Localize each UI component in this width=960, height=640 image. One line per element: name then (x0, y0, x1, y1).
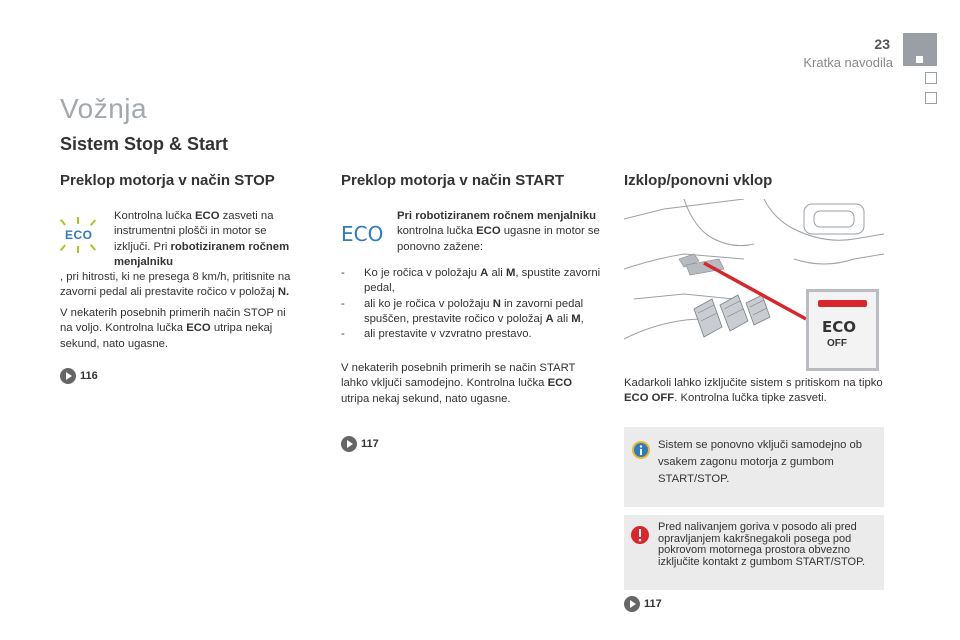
disable-paragraph: Kadarkoli lahko izključite sistem s pritiskom na tipko ECO OFF. Kontrolna lučka tipke zasveti. (624, 377, 883, 405)
arrow-icon (60, 368, 76, 384)
eco-indicator-icon: ECO (341, 222, 384, 246)
section-title: Sistem Stop & Start (60, 134, 229, 154)
eco-off-label: ECO (822, 318, 857, 336)
list-item: - ali prestavite v vzvratno prestavo. (341, 327, 601, 342)
arrow-icon (341, 436, 357, 452)
warning-icon (630, 525, 650, 545)
disable-heading: Izklop/ponovni vklop (624, 172, 773, 189)
info-icon (632, 441, 650, 459)
eco-off-warning-light (818, 300, 867, 307)
stop-mode-heading: Preklop motorja v način STOP (60, 172, 275, 189)
chapter-tab (925, 72, 937, 84)
chapter-tab (925, 92, 937, 104)
stop-paragraph-2: V nekaterih posebnih primerih način STOP ni na voljo. Kontrolna lučka ECO utripa nekaj sekund, nato ugasne. (60, 307, 286, 350)
list-item: - Ko je ročica v položaju A ali M, spustite zavorni pedal, (341, 266, 601, 297)
page-reference-link[interactable]: 117 (624, 596, 662, 612)
chapter-tab-active (903, 33, 937, 66)
info-note (624, 427, 884, 507)
eco-indicator-icon (56, 217, 100, 253)
start-conditions-list (341, 266, 601, 342)
eco-off-off-label: OFF (827, 338, 847, 349)
warning-note (624, 515, 884, 590)
list-item: - ali ko je ročica v položaju N in zavorni pedal spuščen, prestavite ročico v položaj A ali M, (341, 297, 601, 328)
page-reference-link[interactable]: 116 (60, 368, 98, 384)
start-intro: Pri robotiziranem ročnem menjalniku kontrolna lučka ECO ugasne in motor se ponovno zažene: (397, 210, 600, 253)
stop-paragraph-1-cont: , pri hitrosti, ki ne presega 8 km/h, pritisnite na zavorni pedal ali prestavite ročico v položaj N. (60, 271, 291, 299)
start-mode-heading: Preklop motorja v način START (341, 172, 565, 189)
start-paragraph: V nekaterih posebnih primerih se način START lahko vključi samodejno. Kontrolna lučka ECO utripa nekaj sekund, nato ugasne. (341, 362, 576, 405)
section-name: Kratka navodila (803, 55, 893, 70)
page-reference-link[interactable]: 117 (341, 436, 379, 452)
stop-paragraph-1: Kontrolna lučka ECO zasveti na instrumentni plošči in motor se izključi. Pri robotiziranem ročnem menjalniku (114, 210, 290, 268)
info-text: Sistem se ponovno vključi samodejno ob vsakem zagonu motorja z gumbom START/STOP. (658, 439, 863, 485)
eco-indicator-label: ECO (65, 228, 93, 242)
page-title: Vožnja (60, 93, 148, 124)
warning-text: Pred nalivanjem goriva v posodo ali pred opravljanjem kakršnegakoli posega pod pokrovom motornega prostora obvezno izključite kontakt z gumbom START/STOP. (658, 521, 866, 568)
eco-off-button[interactable] (806, 289, 879, 371)
arrow-icon (624, 596, 640, 612)
page-number: 23 (874, 36, 890, 52)
